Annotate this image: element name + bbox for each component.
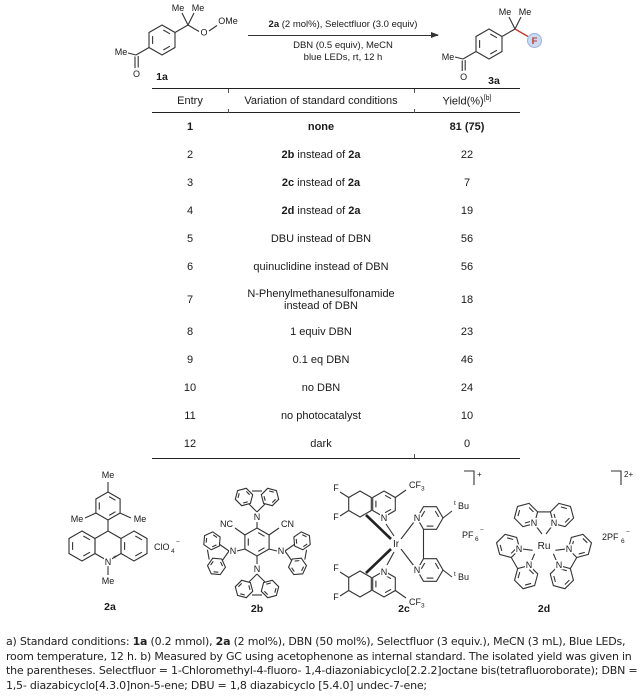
cell-entry: 4 [186,205,194,217]
catalyst-2a-label: 2a [104,601,116,613]
mesityl-me-right: Me [133,514,147,524]
complex-charge: 2+ [624,470,634,479]
cell-yield: 22 [460,149,474,161]
header-yield: Yield(%)[b] [442,95,492,108]
substrate-ome: OMe [218,16,238,26]
cell-entry: 6 [186,261,194,273]
cell-yield: 18 [460,293,474,306]
substrate-gem-me-left: Me [171,3,185,13]
cell-entry: 3 [186,177,194,189]
substrate-gem-me-right: Me [191,3,205,13]
cf3-bottom-sub: 3 [421,602,425,610]
pf6-counterion: PF [462,530,474,540]
reaction-arrow [248,35,438,36]
mesityl-me-top: Me [101,470,115,480]
pf6-counterion: 2PF [602,532,619,542]
cell-yield: 7 [463,177,471,189]
cell-yield: 24 [460,382,474,394]
catalyst-structure-2b [183,458,331,616]
pf6-charge: − [626,529,630,536]
fluorine-4: F [333,592,339,602]
header-variation: Variation of standard conditions [244,94,398,107]
table-row [152,141,520,169]
pf6-sub: 6 [621,538,625,545]
product-gem-me-left: Me [498,7,512,17]
bipy-n-upper: N [413,513,421,523]
catalyst-2b-bonds [202,488,312,597]
cf3-bottom: CF [409,597,421,607]
nitrile-nc: NC [220,519,233,529]
table-row [152,253,520,281]
cell-yield: 56 [460,261,474,273]
substrate-acetyl-me: Me [114,47,128,57]
substrate-bonds [128,13,217,68]
tbu-top-sup: t [454,500,456,507]
cell-variation: DBU instead of DBN [270,233,372,245]
perchlorate-sub: 4 [171,548,175,555]
conditions-below-line1: DBN (0.5 equiv), MeCN [293,40,393,51]
pf6-sub: 6 [475,536,479,543]
table-header-row [152,89,520,113]
column-divider-tick [414,109,415,113]
tbu-bottom-sup: t [454,571,456,578]
mesityl-me-left: Me [70,514,84,524]
tbu-top: Bu [458,501,470,511]
perchlorate-charge: − [176,539,180,546]
table-row [152,346,520,374]
cell-entry: 11 [184,410,196,422]
header-entry: Entry [177,94,203,107]
product-carbonyl-o: O [460,72,468,82]
cell-yield: 19 [460,205,474,217]
table-row [152,318,520,346]
cell-yield: 23 [460,326,474,338]
cell-entry: 9 [186,354,194,366]
cell-variation: 2d instead of 2a [281,205,361,217]
cell-yield: 0 [463,438,471,450]
complex-charge: + [477,470,482,479]
perchlorate-counterion: ClO [154,542,170,552]
conditions-above-arrow: 2a (2 mol%), Selectfluor (3.0 equiv) [268,19,418,30]
carbazole-n-right: N [277,546,285,556]
catalyst-2c-bonds [340,471,474,598]
carbazole-n-left: N [229,546,237,556]
table-row [152,402,520,430]
column-divider-tick [228,109,229,113]
fluorine-2: F [333,512,339,522]
cell-entry: 5 [186,233,194,245]
pyridine-n-top: N [380,513,388,523]
catalyst-structure-2c [326,458,488,616]
cell-entry: 2 [186,149,194,161]
bpy-n-4: N [555,560,563,570]
cf3-top: CF [409,480,421,490]
cell-entry: 10 [183,382,197,394]
table-row [152,113,520,141]
cell-variation: quinuclidine instead of DBN [253,261,389,273]
table-row [152,374,520,402]
carbazole-n-top: N [253,512,261,522]
carbazole-n-bottom: N [253,564,261,574]
substrate-carbonyl-o: O [132,69,141,79]
cell-variation: no photocatalyst [280,410,362,422]
table-row [152,430,520,458]
ruthenium-center: Ru [537,541,551,552]
cell-variation: 1 equiv DBN [290,326,352,338]
substrate-label: 1a [156,71,168,83]
cell-variation: none [307,121,335,133]
bpy-n-5: N [525,560,533,570]
cf3-top-sub: 3 [421,485,425,493]
product-fluorine: F [531,36,538,47]
tbu-bottom: Bu [458,572,470,582]
product-bonds [455,17,528,71]
catalyst-2c-label: 2c [398,603,410,615]
product-acetyl-me: Me [441,52,455,62]
fluorine-1: F [333,483,339,493]
cell-entry: 1 [186,121,194,133]
cell-yield: 10 [460,410,474,422]
cell-entry: 7 [186,293,194,306]
product-gem-me-right: Me [518,7,532,17]
conditions-below-line2: blue LEDs, rt, 12 h [303,52,383,63]
conditions-table [152,88,520,459]
n-methyl: Me [101,576,115,586]
table-row [152,169,520,197]
product-structure-3a [437,0,565,90]
cell-entry: 12 [183,438,197,450]
column-divider-tick [228,89,229,93]
cell-variation: N-Phenylmethanesulfonamide instead of DBN [247,287,395,312]
table-body [152,113,520,458]
table-row [152,281,520,318]
cell-variation: 0.1 eq DBN [292,354,350,366]
cell-variation: 2c instead of 2a [281,177,361,189]
cell-variation: no DBN [301,382,341,394]
cell-yield: 81 (75) [449,121,485,133]
pyridine-n-bottom: N [380,567,388,577]
cell-yield: 56 [460,233,474,245]
pf6-charge: − [480,527,484,534]
catalyst-structure-2d [476,458,634,616]
substrate-ether-o: O [200,27,208,38]
cell-variation: dark [310,438,332,450]
acridinium-n: N [104,557,112,567]
cell-entry: 8 [186,326,194,338]
bpy-n-6: N [515,544,523,554]
product-label: 3a [488,75,500,87]
footnote-text: a) Standard conditions: 1a (0.2 mmol), 2a (2 mol%), DBN (50 mol%), Selectfluor (3 equiv.), MeCN (3 mL), Blue LEDs, room temperature, 12 h. b) Measured by GC using acetophenone as internal standard. The isolated yield was given in the parentheses. Selectfluor = 1-Chloromethyl-4-fluoro- 1,4-diazoniabicyclo[2.2.2]octane bis(tetrafluoroborate); DBN = 1,5- diazabicyclo[4.3.0]non-5-ene; DBU = 1,8 diazabicyclo [5.4.0] undec-7-ene; [6,635,638,693]
acridinium-n-charge: + [113,554,117,561]
cell-variation: 2b instead of 2a [281,149,361,161]
reaction-conditions [248,19,438,64]
bpy-n-1: N [530,518,538,528]
nitrile-cn: CN [281,519,294,529]
bpy-n-3: N [565,544,573,554]
fluorine-3: F [333,563,339,573]
table-row [152,225,520,253]
table-row [152,197,520,225]
bpy-n-2: N [550,518,558,528]
catalyst-structure-2a [30,460,190,614]
substrate-structure-1a [105,0,243,86]
cell-yield: 46 [460,354,474,366]
catalyst-2d-label: 2d [537,603,551,615]
iridium-center: Ir [392,539,400,550]
catalyst-2b-label: 2b [250,603,264,615]
yield-footnote-marker: [b] [483,95,492,103]
column-divider-tick [414,89,415,93]
bipy-n-lower: N [413,565,421,575]
